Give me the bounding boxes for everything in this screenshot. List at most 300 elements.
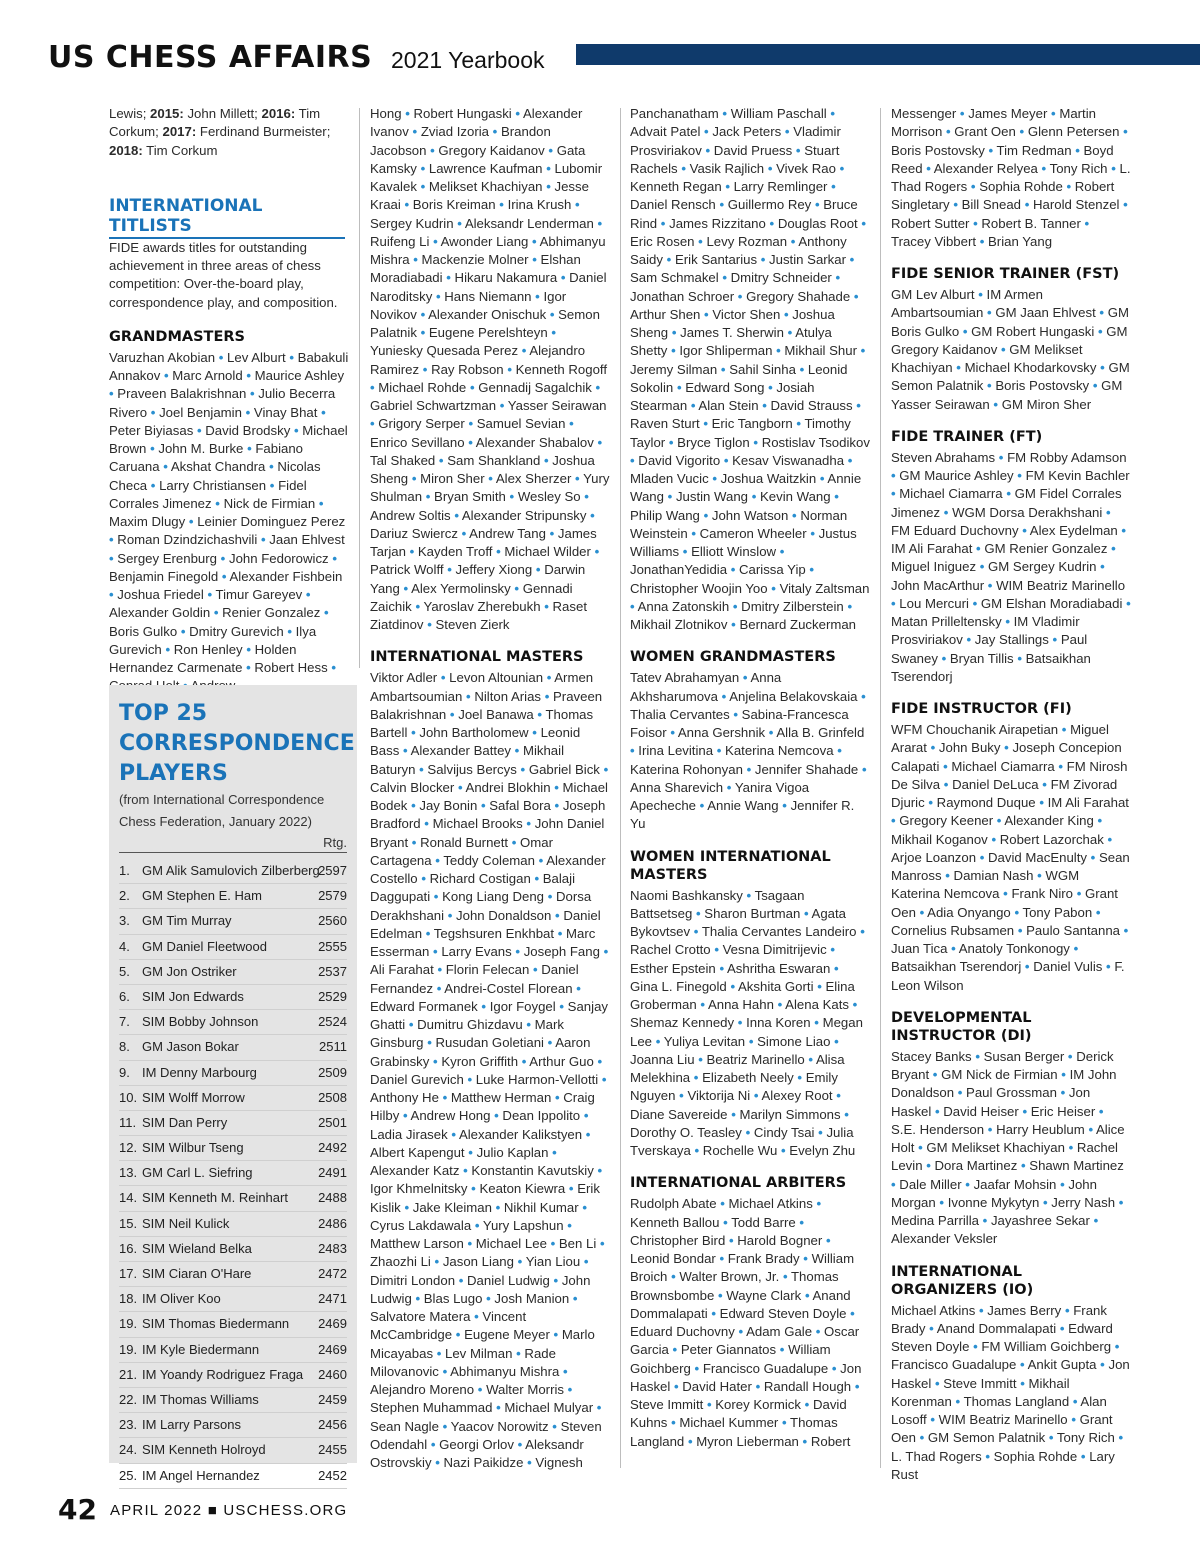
titlist-name: Adia Onyango <box>927 904 1011 920</box>
titlist-name: Timur Gareyev <box>215 587 303 602</box>
titlist-name: Alexander Battey <box>410 743 511 759</box>
bullet-separator: • <box>1100 559 1105 575</box>
bullet-separator: • <box>433 1053 438 1069</box>
player-name: GM Stephen E. Ham <box>142 888 262 904</box>
titlist-name: Edward Steven Doyle <box>719 1305 847 1321</box>
titlist-name: Bill Snead <box>961 197 1022 213</box>
bullet-separator: • <box>1092 378 1098 394</box>
titlist-name: Ladia Jirasek <box>370 1126 448 1142</box>
bullet-separator: • <box>269 459 274 475</box>
bullet-separator: • <box>430 142 435 158</box>
bullet-separator: • <box>447 907 453 923</box>
bullet-separator: • <box>660 215 666 231</box>
titlist-name: Julio Kaplan <box>476 1144 549 1160</box>
rank-number: 4. <box>119 938 130 954</box>
titlist-name: Katerina Nemcova <box>725 743 834 759</box>
titlist-name: Agata Bykovtsev <box>630 905 847 939</box>
column-3 <box>630 105 870 1451</box>
bullet-separator: • <box>442 1363 448 1379</box>
bullet-separator: • <box>717 1287 723 1303</box>
titlist-name: Larry Remlinger <box>733 179 828 194</box>
bullet-separator: • <box>260 532 266 548</box>
bullet-separator: • <box>817 978 822 994</box>
titlist-name: Alexander Costello <box>370 852 606 886</box>
bullet-separator: • <box>488 471 493 486</box>
titlist-name: Justin Wang <box>675 489 749 505</box>
rank-number: 21. <box>119 1366 138 1382</box>
bullet-separator: • <box>516 1345 521 1361</box>
bullet-separator: • <box>245 404 251 420</box>
bullet-separator: • <box>930 1412 935 1427</box>
titlist-name: Michael Atkins <box>891 1302 976 1318</box>
titlist-name: Konstantin Kavutskiy <box>471 1163 594 1178</box>
titlist-name: Nick de Firmian <box>223 495 316 511</box>
rank-number: 9. <box>119 1064 130 1080</box>
titlist-name: Akshat Chandra <box>170 459 266 475</box>
titlist-name: Armen Ambartsoumian <box>370 670 594 704</box>
titlist-name: Yuliya Levitan <box>663 1033 746 1049</box>
ranking-row <box>119 884 347 909</box>
rank-number: 3. <box>119 913 130 929</box>
titlist-name: Roman Dzindzichashvili <box>117 532 258 548</box>
fide-instructor-list <box>891 721 1131 995</box>
titlist-name: Tegshsuren Enkhbat <box>433 925 555 941</box>
titlist-name: Nicolas Checa <box>109 459 321 493</box>
titlist-name: Richard Costigan <box>429 871 531 886</box>
bullet-separator: • <box>449 706 455 722</box>
titlist-name: Alexander Katz <box>370 1163 460 1178</box>
bullet-separator: • <box>1118 1430 1124 1446</box>
bullet-separator: • <box>521 1053 527 1069</box>
titlist-name: Alexander Kalikstyen <box>458 1126 583 1142</box>
player-rating: 2501 <box>318 1114 347 1130</box>
bullet-separator: • <box>559 998 564 1014</box>
titlist-name: Rusudan Goletiani <box>435 1035 544 1051</box>
titlist-name: Glenn Petersen <box>1027 124 1120 140</box>
bullet-separator: • <box>957 1085 963 1101</box>
titlist-name: Alla B. Grinfeld <box>776 725 865 740</box>
titlist-name: IM Ali Farahat <box>891 541 973 556</box>
player-rating: 2456 <box>318 1417 347 1433</box>
titlist-name: Sean Manross <box>891 849 1130 883</box>
bullet-separator: • <box>514 743 520 759</box>
bullet-separator: • <box>918 1140 923 1155</box>
bullet-separator: • <box>1058 758 1063 774</box>
bullet-separator: • <box>814 197 820 213</box>
titlist-name: Naomi Bashkansky <box>630 887 743 903</box>
titlist-name: Oscar Garcia <box>630 1324 860 1358</box>
bullet-separator: • <box>955 1393 961 1409</box>
titlist-name: Justus Williams <box>630 525 857 559</box>
bullet-separator: • <box>943 758 948 774</box>
titlist-name: FM William Goichberg <box>981 1339 1112 1354</box>
titlist-name: Lou Mercuri <box>899 595 969 611</box>
titlist-name: Alexander Stripunsky <box>461 507 587 523</box>
bullet-separator: • <box>554 779 559 795</box>
titlist-name: Atulya Shetty <box>630 325 832 359</box>
bullet-separator: • <box>982 1213 988 1228</box>
bullet-separator: • <box>434 1254 440 1270</box>
ranking-row <box>119 1136 347 1161</box>
titlist-name: Robert Hess <box>254 660 328 675</box>
titlist-name: Mikhail Koganov <box>891 831 988 847</box>
bullet-separator: • <box>722 270 727 286</box>
bullet-separator: • <box>679 1088 684 1104</box>
titlist-name: Grant Oen <box>891 886 1118 920</box>
bullet-separator: • <box>700 997 705 1012</box>
titlist-name: Josiah Stearman <box>630 379 815 413</box>
player-name: GM Tim Murray <box>142 913 232 929</box>
titlist-name: Batsaikhan Tserendorj <box>891 959 1022 975</box>
bullet-separator: • <box>549 525 555 541</box>
titlist-name: Tony Pabon <box>1022 904 1093 920</box>
titlist-name: Yury Lapshun <box>482 1217 564 1233</box>
bullet-separator: • <box>769 215 775 231</box>
bullet-separator: • <box>477 1382 483 1397</box>
titlist-name: Erik Santarius <box>674 252 758 267</box>
titlist-name: Anatoly Tonkonogy <box>958 941 1070 956</box>
player-rating: 2483 <box>318 1240 347 1256</box>
bullet-separator: • <box>693 924 699 939</box>
bullet-separator: • <box>987 305 992 321</box>
bullet-separator: • <box>779 1342 785 1358</box>
titlist-name: William Paschall <box>730 106 827 121</box>
bullet-separator: • <box>1072 1393 1078 1409</box>
titlist-name: Vinay Bhat <box>253 404 318 420</box>
titlist-name: Bryan Smith <box>434 489 506 505</box>
titlist-name: GM Miron Sher <box>1001 396 1092 412</box>
titlist-name: Florin Felecan <box>445 962 530 978</box>
titlist-name: David MacEnulty <box>988 849 1087 865</box>
titlist-name: Shawn Martinez <box>1029 1158 1124 1174</box>
bullet-separator: • <box>941 650 947 666</box>
titlists-description: FIDE awards titles for outstanding achievement in three areas of chess competition: Over-the-board play, correspondence play, and composition. <box>109 239 338 310</box>
bullet-separator: • <box>815 1324 821 1339</box>
titlist-name: Tatev Abrahamyan <box>630 670 740 686</box>
rank-number: 7. <box>119 1014 130 1030</box>
bullet-separator: • <box>1068 1140 1074 1155</box>
titlist-name: JonathanYedidia <box>630 562 728 578</box>
bullet-separator: • <box>671 1269 676 1285</box>
bullet-separator: • <box>810 525 815 541</box>
titlist-name: Viktor Adler <box>370 670 438 686</box>
bullet-separator: • <box>834 960 839 976</box>
titlist-name: William Broich <box>630 1251 855 1285</box>
titlist-name: Paulo Santanna <box>1026 922 1120 938</box>
titlist-name: Rachel Levin <box>891 1140 1118 1174</box>
bullet-separator: • <box>1048 1430 1054 1446</box>
titlist-name: Michael Lee <box>475 1236 547 1251</box>
titlist-name: Dorothy O. Teasley <box>630 1124 742 1140</box>
titlist-name: Craig Hilby <box>370 1090 595 1124</box>
bullet-separator: • <box>546 160 551 176</box>
bullet-separator: • <box>795 142 801 158</box>
titlist-name: Aaron Grabinsky <box>370 1035 591 1069</box>
bullet-separator: • <box>987 577 993 593</box>
titlist-name: Lev Milman <box>445 1345 513 1361</box>
bullet-separator: • <box>1105 504 1111 520</box>
bullet-separator: • <box>1095 904 1101 920</box>
ranking-row <box>119 1388 347 1413</box>
bullet-separator: • <box>704 306 709 322</box>
bullet-separator: • <box>546 670 552 686</box>
ranking-row <box>119 985 347 1010</box>
titlist-name: Sam Shankland <box>447 452 541 468</box>
international-organizers-list <box>891 1302 1131 1485</box>
player-name: IM Larry Parsons <box>142 1417 241 1433</box>
titlist-name: Rostislav Tsodikov <box>761 434 870 450</box>
bullet-separator: • <box>180 623 186 639</box>
bullet-separator: • <box>517 1254 523 1270</box>
titlist-name: Joshua Sheng <box>630 306 835 340</box>
titlist-name: Praveen Balakrishnan <box>117 386 247 402</box>
bullet-separator: • <box>287 623 292 639</box>
player-rating: 2469 <box>318 1341 347 1357</box>
player-rating: 2597 <box>318 863 347 878</box>
developmental-instructor-list <box>891 1048 1131 1249</box>
bullet-separator: • <box>746 761 752 777</box>
titlist-name: Rachel Crotto <box>630 942 711 958</box>
titlist-name: Boyd Reed <box>891 142 1114 176</box>
bullet-separator: • <box>671 1415 676 1431</box>
bullet-separator: • <box>847 452 853 468</box>
titlist-name: GM Melikset Khachiyan <box>926 1140 1065 1155</box>
bullet-separator: • <box>695 905 701 921</box>
bullet-separator: • <box>1051 106 1056 121</box>
bullet-separator: • <box>321 404 326 420</box>
bullet-separator: • <box>987 378 992 394</box>
titlist-name: Jason Liang <box>442 1254 514 1270</box>
bullet-separator: • <box>745 1124 751 1140</box>
bullet-separator: • <box>411 798 416 813</box>
titlist-name: Anthony He <box>370 1090 439 1105</box>
titlist-name: Alexander Shabalov <box>475 434 594 450</box>
bullet-separator: • <box>420 306 426 322</box>
bullet-separator: • <box>537 706 543 722</box>
bullet-separator: • <box>818 1124 823 1140</box>
titlist-name: Kenneth Ballou <box>630 1214 720 1230</box>
titlist-name: Aleksandr Lenderman <box>464 215 594 231</box>
titlist-name: Jack Peters <box>712 124 782 140</box>
bullet-separator: • <box>403 743 408 759</box>
bullet-separator: • <box>440 670 446 686</box>
titlist-name: Wesley So <box>517 489 581 505</box>
bullet-separator: • <box>891 486 896 502</box>
titlist-name: David Brodsky <box>205 422 291 438</box>
titlist-name: Medina Parrilla <box>891 1213 979 1228</box>
titlist-name: Elina Groberman <box>630 978 855 1012</box>
bullet-separator: • <box>1061 722 1067 737</box>
titlist-name: IM Vladimir Prosviriakov <box>891 614 1080 648</box>
bullet-separator: • <box>511 834 517 850</box>
bullet-separator: • <box>819 471 825 486</box>
titlist-name: GM Nick de Firmian <box>941 1067 1058 1082</box>
titlist-name: Ron Henley <box>173 641 243 657</box>
bullet-separator: • <box>768 379 773 395</box>
bullet-separator: • <box>1084 215 1090 231</box>
ranking-row <box>119 909 347 934</box>
titlist-name: Dariuz Swiercz <box>370 525 458 541</box>
player-name: SIM Jon Edwards <box>142 988 244 1004</box>
titlist-name: Stuart Rachels <box>630 142 840 176</box>
bullet-separator: • <box>934 1103 940 1119</box>
titlist-name: Adam Gale <box>746 1324 813 1339</box>
titlist-name: Andrei-Costel Florean <box>444 980 573 996</box>
bullet-separator: • <box>792 507 797 523</box>
bullet-separator: • <box>891 595 896 611</box>
rank-number: 15. <box>119 1215 138 1231</box>
bullet-separator: • <box>705 142 711 158</box>
titlist-name: Elizabeth Neely <box>702 1070 794 1085</box>
titlist-name: Jaan Ehlvest <box>269 532 345 548</box>
bullet-separator: • <box>1121 522 1127 538</box>
bullet-separator: • <box>671 325 677 340</box>
titlist-name: John MacArthur <box>891 577 985 593</box>
titlist-name: GM Sergey Kudrin <box>988 559 1097 575</box>
bullet-separator: • <box>854 1378 860 1394</box>
titlist-name: Sophia Rohde <box>979 179 1063 194</box>
titlist-name: Brandon Jacobson <box>370 124 551 158</box>
bullet-separator: • <box>711 1305 716 1321</box>
titlist-name: Michael Khodarkovsky <box>964 360 1097 375</box>
bullet-separator: • <box>722 106 728 121</box>
titlist-name: Ashritha Eswaran <box>727 960 831 976</box>
bullet-separator: • <box>1088 1121 1094 1137</box>
titlist-name: Yasser Seirawan <box>507 398 607 413</box>
titlist-name: Stephen Muhammad <box>370 1400 493 1416</box>
titlist-name: Megan Lee <box>630 1015 863 1049</box>
titlist-name: Jennifer R. Yu <box>630 798 855 832</box>
rank-number: 13. <box>119 1165 138 1181</box>
titlist-name: Igor Khmelnitsky <box>370 1181 468 1197</box>
bullet-separator: • <box>420 179 426 194</box>
titlist-name: Benjamin Finegold <box>109 568 219 584</box>
titlist-name: Ronald Burnett <box>420 834 509 850</box>
titlist-name: Joshua Friedel <box>117 587 204 602</box>
player-name: SIM Kenneth M. Reinhart <box>142 1190 288 1206</box>
bullet-separator: • <box>698 233 703 249</box>
bullet-separator: • <box>457 215 462 231</box>
titlist-name: Vasik Rajlich <box>689 160 765 176</box>
bullet-separator: • <box>712 471 717 486</box>
international-titlists-heading: INTERNATIONAL TITLISTS <box>109 196 345 239</box>
titlist-name: Jaafar Mohsin <box>973 1176 1057 1192</box>
women-grandmasters-list <box>630 669 870 833</box>
titlist-name: IM John Donaldson <box>891 1067 1117 1101</box>
bullet-separator: • <box>601 1071 607 1087</box>
titlist-name: Marilyn Simmons <box>739 1106 841 1122</box>
fide-trainer-list <box>891 449 1131 686</box>
titlist-name: Tsagaan Battsetseg <box>630 887 805 921</box>
rank-number: 19. <box>119 1316 138 1332</box>
bullet-separator: • <box>987 1121 993 1137</box>
bullet-separator: • <box>515 106 521 121</box>
bullet-separator: • <box>803 1251 808 1266</box>
titlist-name: Paul Grossman <box>966 1085 1057 1101</box>
ranking-row <box>119 1061 347 1086</box>
titlist-name: Julia Tverskaya <box>630 1124 854 1158</box>
bullet-separator: • <box>959 106 965 121</box>
bullet-separator: • <box>860 924 865 939</box>
titlist-name: Omar Cartagena <box>370 834 554 868</box>
bullet-separator: • <box>1071 1412 1076 1427</box>
bullet-separator: • <box>289 349 294 365</box>
bullet-separator: • <box>557 925 563 941</box>
bullet-separator: • <box>463 1163 468 1178</box>
bullet-separator: • <box>471 1181 476 1197</box>
titlist-name: John Ludwig <box>370 1272 591 1306</box>
titlist-name: Igor Novikov <box>370 288 567 322</box>
bullet-separator: • <box>597 434 603 450</box>
bullet-separator: • <box>433 233 438 249</box>
titlist-name: Yury Shulman <box>370 471 610 505</box>
bullet-separator: • <box>856 398 861 413</box>
bullet-separator: • <box>667 489 673 505</box>
bullet-separator: • <box>495 1199 501 1215</box>
titlist-name: Rade Milovanovic <box>370 1345 556 1379</box>
bullet-separator: • <box>370 416 375 432</box>
bullet-separator: • <box>520 761 526 777</box>
titlist-name: Mikhail Korenman <box>891 1375 1070 1409</box>
titlist-name: Alexander Onischuk <box>428 306 547 322</box>
titlist-name: Mikhail Baturyn <box>370 743 565 777</box>
bullet-separator: • <box>973 1339 978 1354</box>
bullet-separator: • <box>816 1196 822 1212</box>
bullet-separator: • <box>150 441 155 456</box>
bullet-separator: • <box>966 632 972 648</box>
titlist-name: Eric Rosen <box>630 233 695 249</box>
bullet-separator: • <box>544 598 549 614</box>
grandmasters-list-continued <box>370 105 610 634</box>
bullet-separator: • <box>569 416 574 432</box>
titlist-name: Ankit Gupta <box>1027 1357 1097 1373</box>
titlist-name: Irina Levitina <box>638 743 714 759</box>
titlist-name: Francisco Guadalupe <box>891 1357 1017 1373</box>
titlist-name: GM Maurice Ashley <box>899 468 1014 483</box>
titlist-name: Thalia Cervantes <box>630 706 730 722</box>
bullet-separator: • <box>474 1309 479 1324</box>
titlist-name: Raymond Duque <box>936 795 1036 810</box>
titlist-name: Philip Wang <box>630 507 700 523</box>
titlist-name: Calvin Blocker <box>370 779 455 795</box>
titlist-name: Robert <box>810 1433 851 1449</box>
bullet-separator: • <box>250 386 255 402</box>
player-name: SIM Neil Kulick <box>142 1215 230 1231</box>
titlist-name: Paul Swaney <box>891 632 1088 666</box>
bullet-separator: • <box>1019 124 1025 140</box>
bullet-separator: • <box>802 1433 808 1449</box>
titlist-name: Anthony Saidy <box>630 233 847 267</box>
titlist-name: Andrew Soltis <box>370 507 451 523</box>
titlist-name: FM Robby Adamson <box>1007 449 1127 465</box>
titlist-name: Gabriel Schwartzman <box>370 398 497 413</box>
titlist-name: GM Boris Gulko <box>891 305 1129 339</box>
international-masters-list-continued <box>630 105 870 634</box>
titlist-name: Dmitry Schneider <box>730 270 832 286</box>
bullet-separator: • <box>433 889 439 905</box>
titlist-name: GM Gregory Kaidanov <box>891 323 1128 357</box>
titlist-name: Evelyn Zhu <box>789 1143 856 1158</box>
rank-number: 17. <box>119 1266 138 1281</box>
bullet-separator: • <box>424 816 429 832</box>
titlist-name: Alena Kats <box>785 997 849 1012</box>
ranking-row <box>119 1363 347 1388</box>
titlist-name: Brian Yang <box>988 233 1053 249</box>
bullet-separator: • <box>411 471 417 486</box>
bullet-separator: • <box>507 361 512 377</box>
bullet-separator: • <box>318 495 324 511</box>
titlist-name: Steven Abrahams <box>891 449 996 465</box>
